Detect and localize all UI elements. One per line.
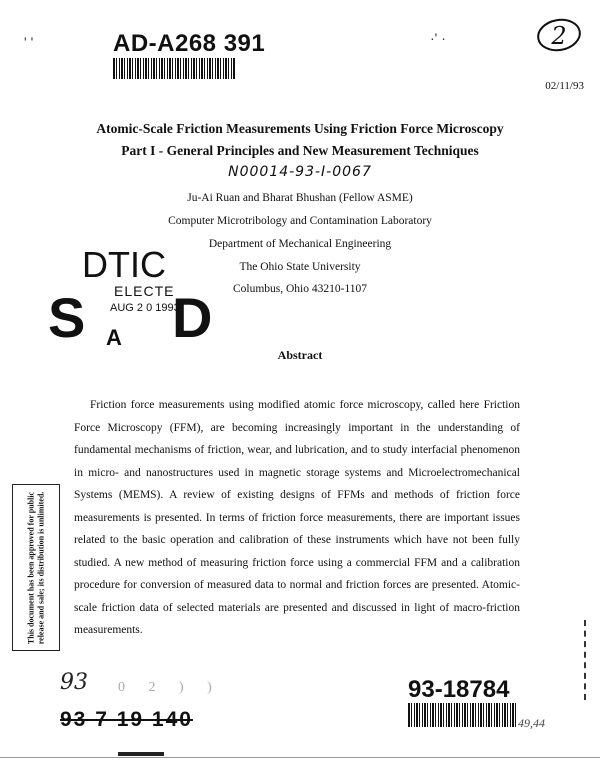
grant-number: N00014-93-I-0067 — [228, 164, 372, 180]
affiliation-address: Columbus, Ohio 43210-1107 — [232, 283, 368, 295]
dtic-text: DTIC — [82, 244, 166, 285]
stamp-s-letter: S — [48, 286, 86, 349]
stray-marks-left: ' ' — [24, 34, 34, 50]
top-barcode — [113, 58, 236, 79]
affiliation-university: The Ohio State University — [239, 261, 361, 273]
bottom-edge-line — [0, 757, 600, 758]
title-line-2: Part I - General Principles and New Measurement Techniques — [121, 143, 479, 158]
stray-marks-right: ·' · — [430, 30, 446, 46]
handwritten-number: 93 — [60, 670, 88, 695]
affiliation-lab: Computer Microtribology and Contamination Laboratory — [168, 215, 432, 227]
dtic-electe-stamp — [48, 244, 219, 365]
title-line-1: Atomic-Scale Friction Measurements Using Friction Force Microscopy — [96, 121, 504, 136]
ad-number: AD-A268 391 — [113, 30, 266, 57]
stamp-d-letter: D — [172, 286, 213, 349]
struck-through-number: 93 7 19 140 — [60, 708, 193, 731]
handwritten-note: 49,44 — [518, 716, 545, 730]
circled-number: 2 — [551, 22, 567, 50]
electe-text: ELECTE — [114, 283, 175, 299]
affiliation-department: Department of Mechanical Engineering — [208, 238, 392, 250]
circled-number-mark — [536, 18, 582, 52]
right-margin-dashes — [584, 620, 586, 700]
faint-stamp-text: 0 2 ) ) — [118, 680, 222, 695]
distribution-statement-text: This document has been approved for public release and sale; its distribution is unlimited. — [26, 491, 45, 644]
stamp-date-text: AUG 2 0 1993 — [110, 302, 180, 314]
distribution-statement-stamp — [12, 484, 60, 651]
authors: Ju-Ai Ruan and Bharat Bhushan (Fellow ASME) — [187, 192, 413, 204]
bottom-smudge — [118, 752, 164, 756]
abstract-body: Friction force measurements using modified atomic force microscopy, called here Friction Force Microscopy (FFM), are becoming increasingly important in the understanding of fundamental mechanisms of friction, wear, and lubrication, and to study interfacial phenomenon in micro- and nanostructures used in magnetic storage systems and Microelectromechanical Systems (MEMS). A review of existing designs of FFMs and methods of friction force measurements is presented. In terms of friction force measurements, there are important issues related to the basic operation and calibration of these instruments which have not been fully studied. A new method of measuring friction force using a commercial FFM and a calibration procedure for conversion of measured data to normal and friction forces are presented. Atomic-scale friction data of selected materials are presented and discussed in light of macro-friction measurements. — [74, 399, 520, 636]
bottom-barcode — [408, 703, 516, 727]
abstract-heading: Abstract — [277, 348, 323, 362]
stamp-a-letter: A — [106, 325, 122, 350]
accession-number: 93-18784 — [408, 676, 510, 703]
document-date: 02/11/93 — [545, 80, 584, 92]
